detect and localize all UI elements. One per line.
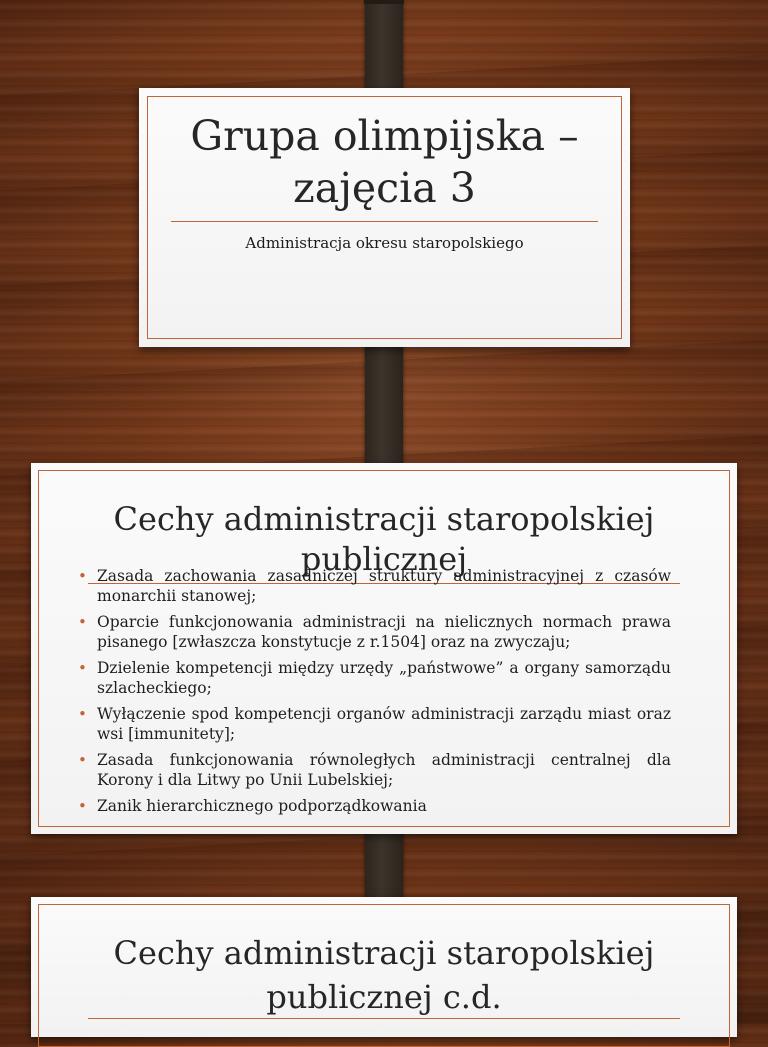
bullet-list [78, 566, 671, 822]
slide-card-3[interactable] [31, 897, 737, 1037]
bullet-text: Wyłączenie spod kompetencji organów administracji zarządu miast oraz wsi [immunitety]; [97, 705, 671, 743]
bullet-text: Zasada funkcjonowania równoległych administracji centralnej dla Korony i dla Litwy po Unii Lubelskiej; [97, 751, 671, 789]
bullet-icon: • [78, 751, 87, 769]
slide-title [31, 931, 737, 1019]
title-line: publicznej c.d. [266, 978, 502, 1016]
bullet-text: Oparcie funkcjonowania administracji na nielicznych normach prawa pisanego [zwłaszcza konstytucje z r.1504] oraz na zwyczaju; [97, 613, 671, 651]
bullet-icon: • [78, 797, 87, 815]
bullet-text: Zasada zachowania zasadniczej struktury administracyjnej z czasów monarchii stanowej; [97, 567, 671, 605]
title-divider [171, 221, 598, 222]
title-line: zajęcia 3 [293, 164, 476, 212]
slide-title [139, 110, 630, 214]
bullet-icon: • [78, 705, 87, 723]
title-divider [88, 1018, 680, 1019]
title-line: Cechy administracji staropolskiej [113, 934, 655, 972]
title-line: publicznej [300, 540, 468, 578]
bullet-icon: • [78, 567, 87, 585]
slide-subtitle: Administracja okresu staropolskiego [245, 234, 524, 252]
bullet-icon: • [78, 659, 87, 677]
ribbon-middle [365, 328, 403, 480]
list-item [78, 658, 671, 698]
list-item [78, 566, 671, 606]
list-item [78, 612, 671, 652]
title-line: Cechy administracji staropolskiej [113, 500, 655, 538]
list-item [78, 796, 671, 816]
list-item [78, 704, 671, 744]
bullet-text: Zanik hierarchicznego podporządkowania [97, 797, 427, 815]
slide-card-1[interactable] [139, 88, 630, 347]
bullet-icon: • [78, 613, 87, 631]
title-line: Grupa olimpijska – [190, 112, 579, 160]
bullet-text: Dzielenie kompetencji między urzędy „państwowe” a organy samorządu szlacheckiego; [97, 659, 671, 697]
list-item [78, 750, 671, 790]
